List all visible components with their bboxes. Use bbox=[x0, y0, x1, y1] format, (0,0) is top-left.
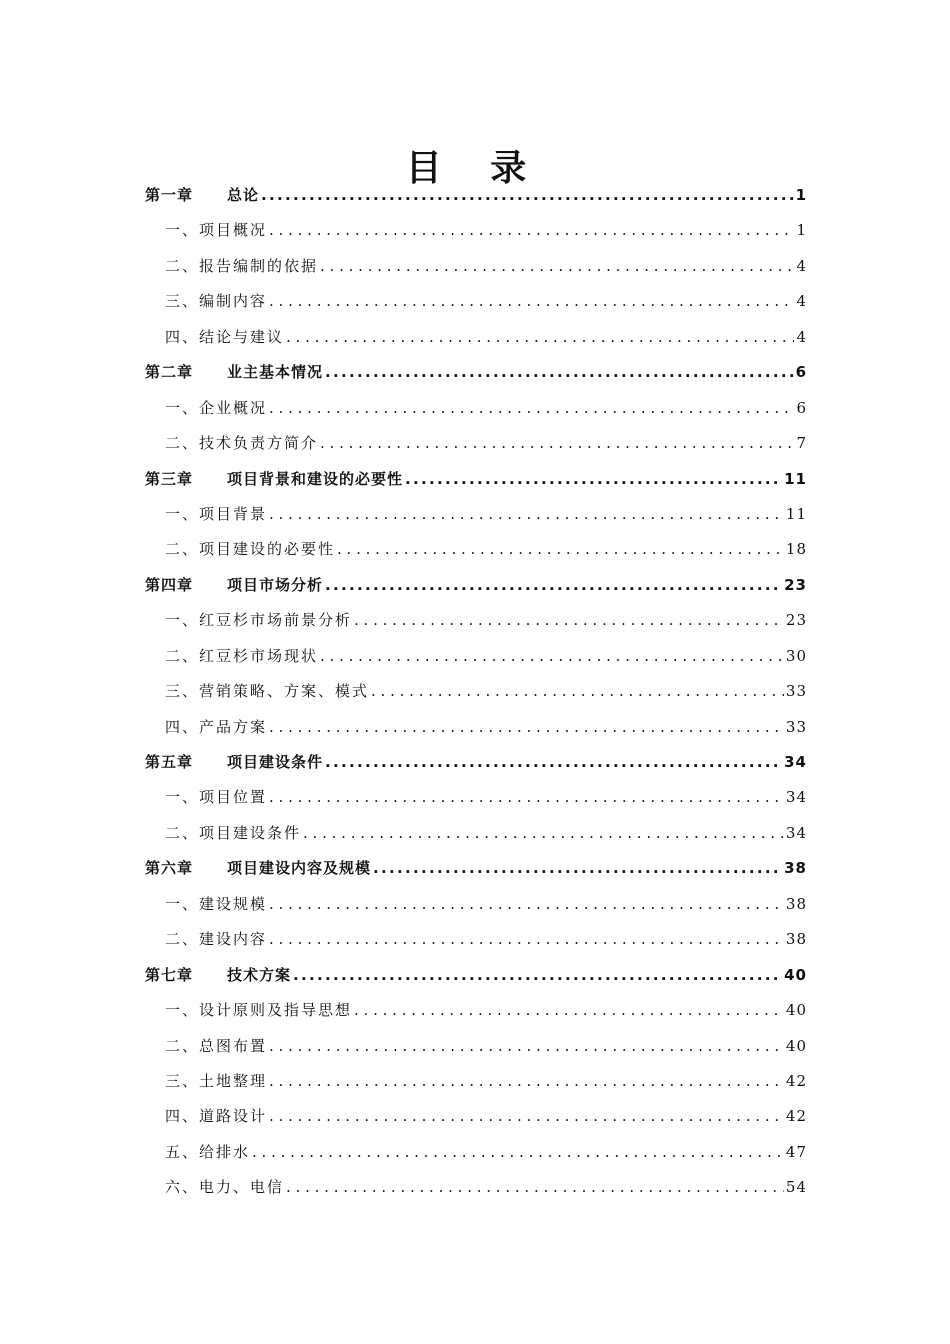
page-number: 7 bbox=[796, 434, 807, 453]
page-number: 11 bbox=[784, 469, 807, 488]
toc-section-entry[interactable] bbox=[145, 1170, 807, 1205]
toc-entry-label: 二、红豆杉市场现状 bbox=[165, 646, 319, 665]
toc-section-entry[interactable] bbox=[145, 639, 807, 674]
toc-section-entry[interactable] bbox=[145, 780, 807, 815]
dot-leader bbox=[269, 1099, 784, 1134]
dot-leader bbox=[269, 887, 784, 922]
dot-leader bbox=[269, 284, 794, 319]
toc-chapter-entry[interactable] bbox=[145, 355, 807, 390]
toc-section-entry[interactable] bbox=[145, 993, 807, 1028]
toc-entry-label: 四、结论与建议 bbox=[165, 327, 285, 346]
chapter-number: 第四章 bbox=[145, 575, 194, 594]
toc-entry-label: 三、土地整理 bbox=[165, 1071, 268, 1090]
dot-leader bbox=[269, 1029, 784, 1064]
dot-leader bbox=[354, 993, 784, 1028]
toc-entry-label: 项目建设内容及规模 bbox=[227, 859, 372, 878]
dot-leader bbox=[269, 780, 784, 815]
dot-leader bbox=[325, 745, 782, 780]
dot-leader bbox=[320, 426, 794, 461]
page-number: 54 bbox=[785, 1178, 807, 1197]
page-number: 6 bbox=[796, 398, 807, 417]
dot-leader bbox=[371, 674, 784, 709]
toc-entry-label: 五、给排水 bbox=[165, 1142, 251, 1161]
page-number: 33 bbox=[785, 717, 807, 736]
toc-chapter-entry[interactable] bbox=[145, 851, 807, 886]
page-number: 42 bbox=[785, 1107, 807, 1126]
toc-section-entry[interactable] bbox=[145, 532, 807, 567]
dot-leader bbox=[293, 958, 782, 993]
toc-chapter-entry[interactable] bbox=[145, 568, 807, 603]
toc-entry-label: 一、项目概况 bbox=[165, 221, 268, 240]
toc-section-entry[interactable] bbox=[145, 497, 807, 532]
page-number: 4 bbox=[796, 292, 807, 311]
toc-section-entry[interactable] bbox=[145, 1135, 807, 1170]
page-number: 40 bbox=[785, 1001, 807, 1020]
dot-leader bbox=[286, 320, 794, 355]
toc-entry-label: 一、企业概况 bbox=[165, 398, 268, 417]
toc-entry-label: 技术方案 bbox=[227, 965, 292, 984]
page-number: 40 bbox=[785, 1036, 807, 1055]
toc-section-entry[interactable] bbox=[145, 674, 807, 709]
chapter-number: 第三章 bbox=[145, 469, 194, 488]
toc-section-entry[interactable] bbox=[145, 1029, 807, 1064]
toc-entry-label: 三、编制内容 bbox=[165, 292, 268, 311]
toc-entry-label: 总论 bbox=[227, 186, 260, 204]
toc-entry-label: 六、电力、电信 bbox=[165, 1178, 285, 1197]
page-number: 33 bbox=[785, 682, 807, 701]
toc-section-entry[interactable] bbox=[145, 816, 807, 851]
toc-entry-label: 二、项目建设条件 bbox=[165, 823, 302, 842]
page-number: 30 bbox=[785, 646, 807, 665]
toc-entry-label: 二、总图布置 bbox=[165, 1036, 268, 1055]
toc-section-entry[interactable] bbox=[145, 887, 807, 922]
dot-leader bbox=[269, 213, 794, 248]
toc-entry-label: 一、红豆杉市场前景分析 bbox=[165, 611, 353, 630]
toc-section-entry[interactable] bbox=[145, 320, 807, 355]
page-number: 6 bbox=[795, 363, 807, 382]
toc-entry-label: 四、产品方案 bbox=[165, 717, 268, 736]
dot-leader bbox=[252, 1135, 784, 1170]
dot-leader bbox=[320, 639, 784, 674]
toc-section-entry[interactable] bbox=[145, 1099, 807, 1134]
toc-section-entry[interactable] bbox=[145, 922, 807, 957]
toc-section-entry[interactable] bbox=[145, 284, 807, 319]
toc-chapter-entry[interactable] bbox=[145, 462, 807, 497]
page-number: 11 bbox=[785, 504, 807, 523]
dot-leader bbox=[286, 1170, 784, 1205]
page-number: 38 bbox=[784, 859, 807, 878]
toc-entry-label: 项目市场分析 bbox=[227, 575, 324, 594]
page-title: 目 录 bbox=[405, 148, 545, 189]
toc-entry-label: 项目建设条件 bbox=[227, 753, 324, 771]
page-number: 1 bbox=[795, 186, 807, 204]
toc-entry-label: 一、建设规模 bbox=[165, 894, 268, 913]
dot-leader bbox=[354, 603, 784, 638]
chapter-number: 第一章 bbox=[145, 186, 194, 204]
toc-chapter-entry[interactable] bbox=[145, 958, 807, 993]
page-number: 23 bbox=[784, 575, 807, 594]
toc-chapter-entry[interactable] bbox=[145, 178, 807, 213]
page-number: 38 bbox=[785, 894, 807, 913]
toc-entry-label: 业主基本情况 bbox=[227, 363, 324, 382]
toc-section-entry[interactable] bbox=[145, 710, 807, 745]
dot-leader bbox=[269, 922, 784, 957]
dot-leader bbox=[261, 178, 794, 213]
dot-leader bbox=[269, 1064, 784, 1099]
toc-entry-label: 一、项目位置 bbox=[165, 788, 268, 807]
chapter-number: 第二章 bbox=[145, 363, 194, 382]
page-number: 1 bbox=[796, 221, 807, 240]
page-number: 42 bbox=[785, 1071, 807, 1090]
dot-leader bbox=[337, 532, 784, 567]
toc-entry-label: 项目背景和建设的必要性 bbox=[227, 469, 404, 488]
page-number: 34 bbox=[785, 788, 807, 807]
dot-leader bbox=[373, 851, 782, 886]
toc-entry-label: 二、技术负责方简介 bbox=[165, 434, 319, 453]
dot-leader bbox=[269, 710, 784, 745]
toc-chapter-entry[interactable] bbox=[145, 745, 807, 780]
toc-section-entry[interactable] bbox=[145, 426, 807, 461]
toc-entry-label: 一、设计原则及指导思想 bbox=[165, 1001, 353, 1020]
page-number: 4 bbox=[796, 256, 807, 275]
page-number: 34 bbox=[785, 823, 807, 842]
dot-leader bbox=[269, 391, 794, 426]
page-number: 47 bbox=[785, 1142, 807, 1161]
page-number: 4 bbox=[796, 327, 807, 346]
page-number: 34 bbox=[784, 753, 807, 771]
dot-leader bbox=[320, 249, 794, 284]
toc-section-entry[interactable] bbox=[145, 213, 807, 248]
toc-entry-label: 二、项目建设的必要性 bbox=[165, 540, 336, 559]
toc-section-entry[interactable] bbox=[145, 1064, 807, 1099]
toc-section-entry[interactable] bbox=[145, 391, 807, 426]
toc-entry-label: 二、建设内容 bbox=[165, 930, 268, 949]
chapter-number: 第五章 bbox=[145, 753, 194, 771]
dot-leader bbox=[325, 568, 782, 603]
toc-entry-label: 二、报告编制的依据 bbox=[165, 256, 319, 275]
page-number: 38 bbox=[785, 930, 807, 949]
dot-leader bbox=[303, 816, 784, 851]
chapter-number: 第七章 bbox=[145, 965, 194, 984]
page-number: 23 bbox=[785, 611, 807, 630]
dot-leader bbox=[325, 355, 794, 390]
page-number: 18 bbox=[785, 540, 807, 559]
toc-entry-label: 一、项目背景 bbox=[165, 504, 268, 523]
dot-leader bbox=[269, 497, 784, 532]
toc-section-entry[interactable] bbox=[145, 603, 807, 638]
page-number: 40 bbox=[784, 965, 807, 984]
chapter-number: 第六章 bbox=[145, 859, 194, 878]
table-of-contents bbox=[145, 178, 807, 1206]
toc-section-entry[interactable] bbox=[145, 249, 807, 284]
toc-entry-label: 四、道路设计 bbox=[165, 1107, 268, 1126]
toc-entry-label: 三、营销策略、方案、模式 bbox=[165, 682, 370, 701]
dot-leader bbox=[405, 462, 782, 497]
